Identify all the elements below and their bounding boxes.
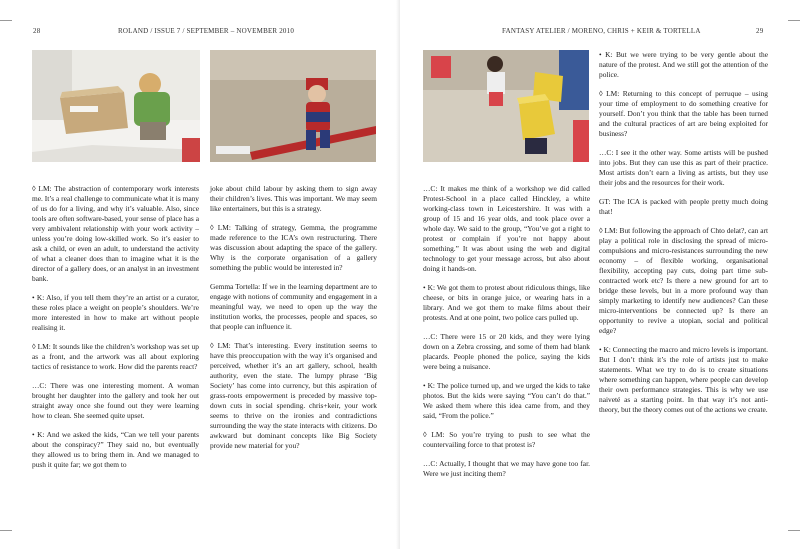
paragraph: • K: Connecting the macro and micro levels is important. But I don’t think it’s the role of artists just to make statements. What we try to do is to create situations where something can happen, where people can develop their own performance strategies. This is why we use naiveté as a starting point. In that way it’s not anti-theory, but the theory comes out of the actions we create. — [599, 345, 768, 414]
right-column-1 — [423, 184, 590, 539]
crop-mark — [788, 530, 800, 531]
left-running-header: ROLAND / ISSUE 7 / SEPTEMBER – NOVEMBER 2010 — [118, 27, 295, 35]
photo-child-with-cardboard-box — [32, 50, 200, 162]
paragraph: ◊ LM: It sounds like the children’s workshop was set up as a front, and the artwork was all about exploring tactics of resistance to work. How did the parents react? — [32, 342, 199, 371]
right-column-2 — [599, 50, 768, 510]
left-page-number: 28 — [33, 27, 41, 35]
paragraph: ◊ LM: So you’re trying to push to see what the countervailing force to that protest is? — [423, 430, 590, 449]
paragraph: ◊ LM: Returning to this concept of perruque – using your time of employment to do something creative for yourself. Don’t you think that the table has been turned and the cultural practices of art are being exploited for business? — [599, 89, 768, 138]
right-running-header: FANTASY ATELIER / MORENO, CHRIS + KEIR & TORTELLA — [502, 27, 701, 35]
paragraph: GT: The ICA is packed with people pretty much doing that! — [599, 197, 768, 216]
crop-mark — [788, 20, 800, 21]
paragraph: ◊ LM: That’s interesting. Every institution seems to have this preoccupation with the way it’s organised and perceived, whether it’s an art gallery, school, health authority, even the state. The lumpy phrase ‘Big Society’ has come into currency, but this aspiration of grass-roots empowerment is preceded by massive top-down cuts in social spending. chris+keir, your work seems to thrive on the ironies and contradictions surrounding the way the state interacts with citizens. Do awkward but dominant concepts like Big Society provide new material for you? — [210, 341, 377, 450]
paragraph: …C: There were 15 or 20 kids, and they were lying down on a Zebra crossing, and some of them had blank placards. People phoned the police, saying the kids were being a nuisance. — [423, 332, 590, 371]
right-page-number: 29 — [756, 27, 764, 35]
paragraph: ◊ LM: But following the approach of Chto delat?, can art play a political role in disclosing the spread of micro-compulsions and micro-resistances surrounding the new economy – of flexible working, organisational flexibility, accepting pay cuts, doing part time sub-contracted work etc? Is there a new ground for art to bridge these levels, but in a more profound way than simply marketing to identify new audiences? Can these micro-interventions be connected up? Is there an opportunity to revive a utopian, social and political edge? — [599, 226, 768, 335]
paragraph: Gemma Tortella: If we in the learning department are to engage with notions of community and engagement in a meaningful way, we need to open up the way the institution works, the processes, people and spaces, so that people can influence it. — [210, 282, 377, 331]
paragraph: • K: Also, if you tell them they’re an artist or a curator, these roles place a weight on people’s shoulders. We’re more interested in how to make art without people realising it. — [32, 293, 199, 332]
paragraph: • K: We got them to protest about ridiculous things, like cheese, or bits in orange juice, or wearing hats in a library. And we got them to make films about their protests. And at one point, two police cars pulled up. — [423, 283, 590, 322]
paragraph: • K: But we were trying to be very gentle about the nature of the protest. And we still got the attention of the police. — [599, 50, 768, 79]
photo-boy-with-red-hat — [210, 50, 376, 162]
paragraph: ◊ LM: The abstraction of contemporary work interests me. It’s a real challenge to communicate what it is many of us do for a living, and why it’s valuable. Also, since tools are often software-based, your sense of place has a very ambivalent relationship with your work activity – unless you’re doing low-skilled work. So it’s easier to ask a child, or even an adult, to understand the activity of what a cleaner does than to imagine what it is the director of a gallery does, or an analyst in an investment bank. — [32, 184, 199, 283]
paragraph: …C: Actually, I thought that we may have gone too far. Were we just inciting them? — [423, 459, 590, 478]
paragraph: joke about child labour by asking them to sign away their children’s lives. This was important. We may seem like entertainers, but this is a strategy. — [210, 184, 377, 213]
crop-mark — [0, 20, 12, 21]
left-column-2 — [210, 184, 377, 539]
paragraph: …C: There was one interesting moment. A woman brought her daughter into the gallery and took her out straight away once she found out they were learning how to clean. She seemed quite upset. — [32, 381, 199, 420]
paragraph: ◊ LM: Talking of strategy, Gemma, the programme made reference to the ICA’s own restructuring. There was discussion about adapting the space of the gallery. Why is the corporate organisation of a gallery something the public would be interested in? — [210, 223, 377, 272]
paragraph: • K: And we asked the kids, “Can we tell your parents about the conspiracy?” They said no, but eventually they allowed us to bring them in. And we managed to push it quite far; we got them to — [32, 430, 199, 469]
right-page — [400, 0, 800, 549]
left-column-1 — [32, 184, 199, 539]
paragraph: …C: It makes me think of a workshop we did called Protest-School in a place called Hinckley, a white working-class town in Leicestershire. It was with a group of 15 and 16 year olds, and took place over a whole day. We said to the group, “You’ve got a right to protest or complain if you’re not happy about something.” It was about using the web and digital technology to get your message across, but also about doing it hands-on. — [423, 184, 590, 273]
paragraph: • K: The police turned up, and we urged the kids to take photos. But the kids were saying “You can’t do that.” We asked them where this idea came from, and they said, “From the police.” — [423, 381, 590, 420]
paragraph: …C: I see it the other way. Some artists will be pushed into jobs. But they can use this as part of their practice. Most artists don’t earn a living as artists, but they use their jobs and the resources for their work. — [599, 148, 768, 187]
crop-mark — [0, 530, 12, 531]
photo-children-under-yellow-boxes — [423, 50, 589, 162]
